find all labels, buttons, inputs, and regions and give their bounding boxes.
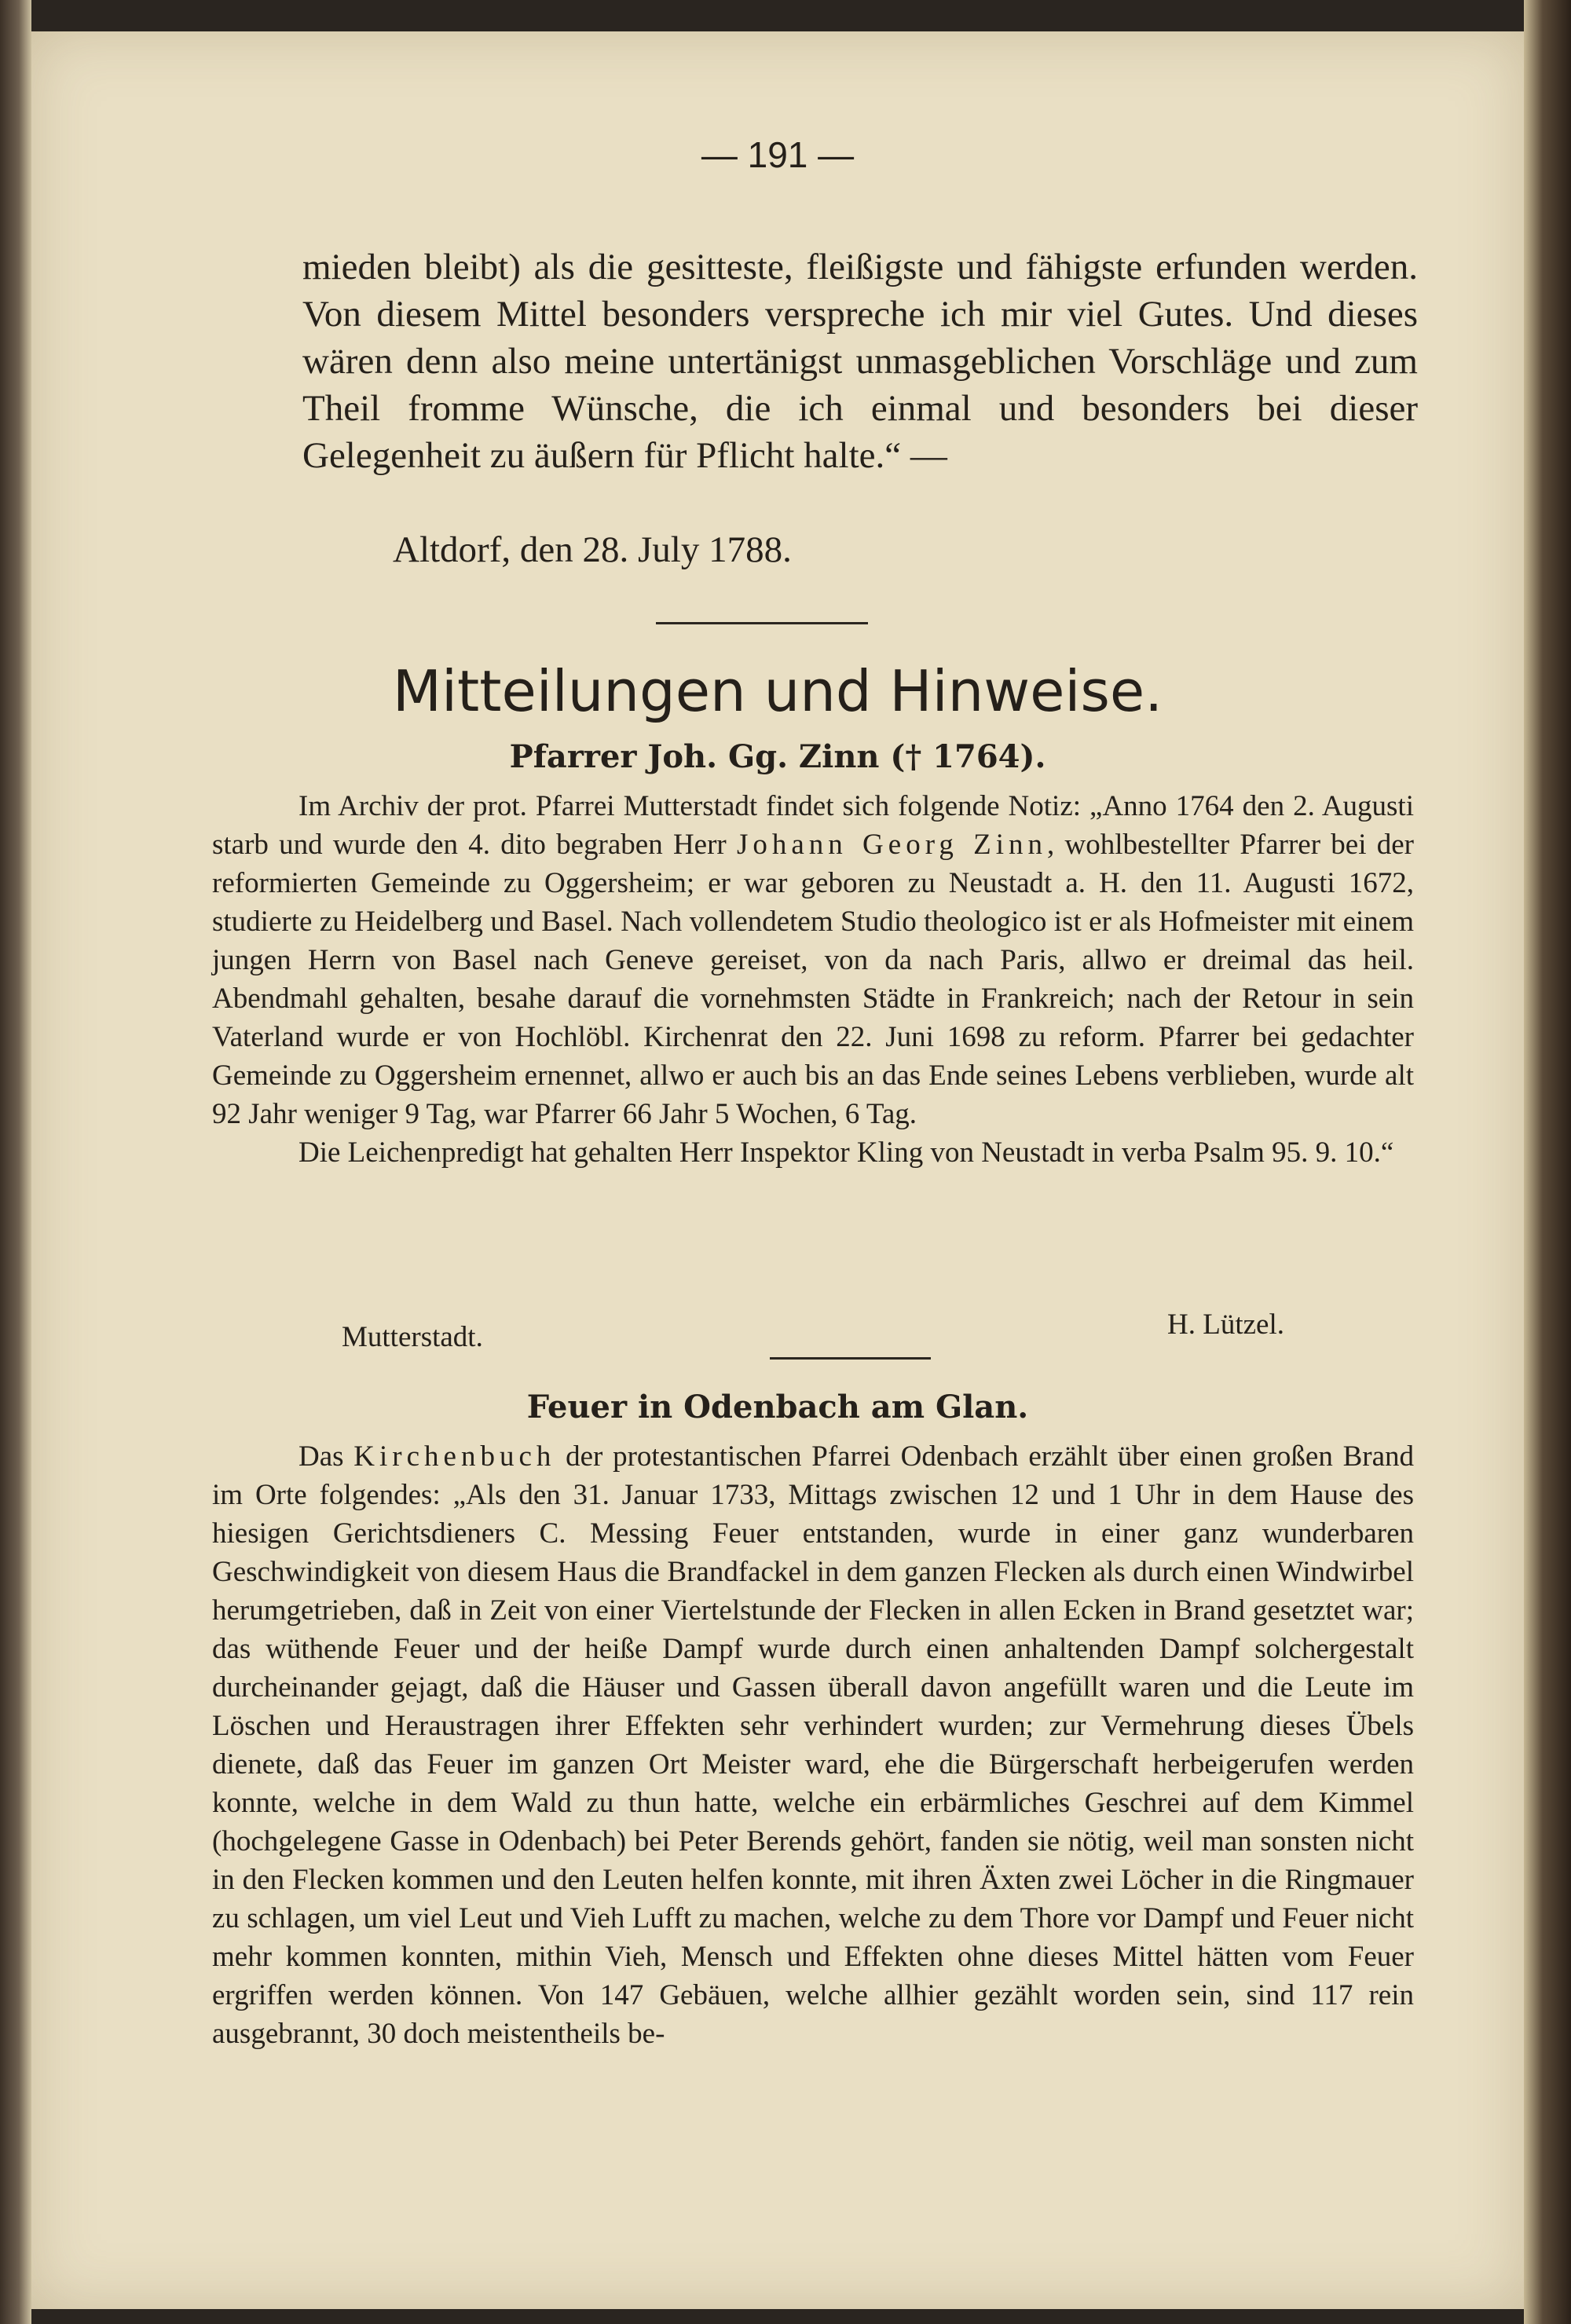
article-odenbach-spaced-word: Kirchenbuch	[353, 1440, 556, 1473]
article-zinn-place: Mutterstadt.	[342, 1321, 483, 1353]
article-zinn-text-1: Im Archiv der prot. Pfarrei Mutterstadt findet sich folgende Notiz: „Anno 1764 den 2. Augusti starb und wurde den 4. dito begraben Herr	[212, 790, 1414, 861]
book-binding-left	[0, 0, 31, 2324]
article-odenbach-text-2: der protestantischen Pfarrei Odenbach erzählt über einen großen Brand im Orte folgendes: „Als den 31. Januar 1733, Mittags zwischen 12 und 1 Uhr in dem Hause des hiesigen Gerichtsdieners C. Messing Feuer entstanden, wurde in einer ganz wunderbaren Geschwindigkeit von diesem Haus die Brandfackel in dem ganzen Flecken als durch einen Windwirbel herumgetrieben, daß in Zeit von einer Viertelstunde der Flecken in allen Ecken in Brand gesetztet war; das wüthende Feuer und der heiße Dampf wurde durch einen anhaltenden Dampf solchergestalt durcheinander gejagt, daß die Häuser und Gassen überall davon angefüllt waren und die Leute im Löschen und Heraustragen ihrer Effekten sehr verhindert wurden; zur Vermehrung dieses Übels dienete, daß das Feuer im ganzen Ort Meister ward, ehe die Bürgerschaft herbeigerufen werden konnte, welche in dem Wald zu thun hatte, welche ein erbärmliches Geschrei auf dem Kimmel (hochgelegene Gasse in Odenbach) bei Peter Berends gehört, fanden sie nötig, weil man sonsten nicht in den Flecken kommen und den Leuten helfen konnte, mit ihren Äxten zwei Löcher in die Ringmauer zu schlagen, um viel Leut und Vieh Lufft zu machen, welche zu dem Thore vor Dampf und Feuer nicht mehr kommen konnten, mithin Vieh, Mensch und Effekten ohne dieses Mittel hätten vom Feuer ergriffen werden können. Von 147 Gebäuen, welche allhier gezählt worden sein, sind 117 rein ausgebrannt, 30 doch meistentheils be-	[212, 1440, 1414, 2050]
article-zinn-name-spaced: Johann Georg Zinn	[736, 829, 1047, 861]
book-binding-right	[1524, 0, 1571, 2324]
article-zinn-author: H. Lützel.	[1167, 1308, 1284, 1341]
article-zinn-paragraph-1	[212, 787, 1414, 1133]
section-title: Mitteilungen und Hinweise.	[392, 658, 1163, 724]
article-odenbach-text-1: Das	[298, 1440, 354, 1473]
continuation-place-date: Altdorf, den 28. July 1788.	[393, 529, 792, 570]
page-number: — 191 —	[701, 134, 855, 175]
article-body-zinn	[212, 787, 1414, 1172]
article-body-odenbach	[212, 1437, 1414, 2053]
article-zinn-text-2: , wohlbestellter Pfarrer bei der reformierten Gemeinde zu Oggersheim; er war geboren zu Neustadt a. H. den 11. Augusti 1672, studierte zu Heidelberg und Basel. Nach vollendetem Studio theologico ist er als Hofmeister mit einem jungen Herrn von Basel nach Geneve gereiset, von da nach Paris, allwo er dreimal das heil. Abendmahl gehalten, besahe darauf die vornehmsten Städte in Frankreich; nach der Retour in sein Vaterland wurde er von Hochlöbl. Kirchenrat den 22. Juni 1698 zu reform. Pfarrer bei gedachter Gemeinde zu Oggersheim ernennet, allwo er auch bis an das Ende seines Lebens verblieben, wurde alt 92 Jahr weniger 9 Tag, war Pfarrer 66 Jahr 5 Wochen, 6 Tag.	[212, 829, 1414, 1130]
article-title-odenbach: Feuer in Odenbach am Glan.	[526, 1389, 1029, 1426]
section-divider	[656, 622, 868, 624]
article-divider	[770, 1357, 931, 1360]
book-page	[31, 31, 1524, 2309]
article-zinn-paragraph-2: Die Leichenpredigt hat gehalten Herr Inspektor Kling von Neustadt in verba Psalm 95. 9. 10.“	[298, 1136, 1394, 1169]
continuation-paragraph: mieden bleibt) als die gesitteste, fleißigste und fähigste erfunden werden. Von diesem Mittel besonders verspreche ich mir viel Gutes. Und dieses wären denn also meine untertänigst unmasgeblichen Vorschläge und zum Theil fromme Wünsche, die ich einmal und besonders bei dieser Gelegenheit zu äußern für Pflicht halte.“ —	[302, 247, 1418, 476]
article-odenbach-paragraph-1	[212, 1437, 1414, 2053]
article-title-zinn: Pfarrer Joh. Gg. Zinn († 1764).	[509, 738, 1046, 775]
